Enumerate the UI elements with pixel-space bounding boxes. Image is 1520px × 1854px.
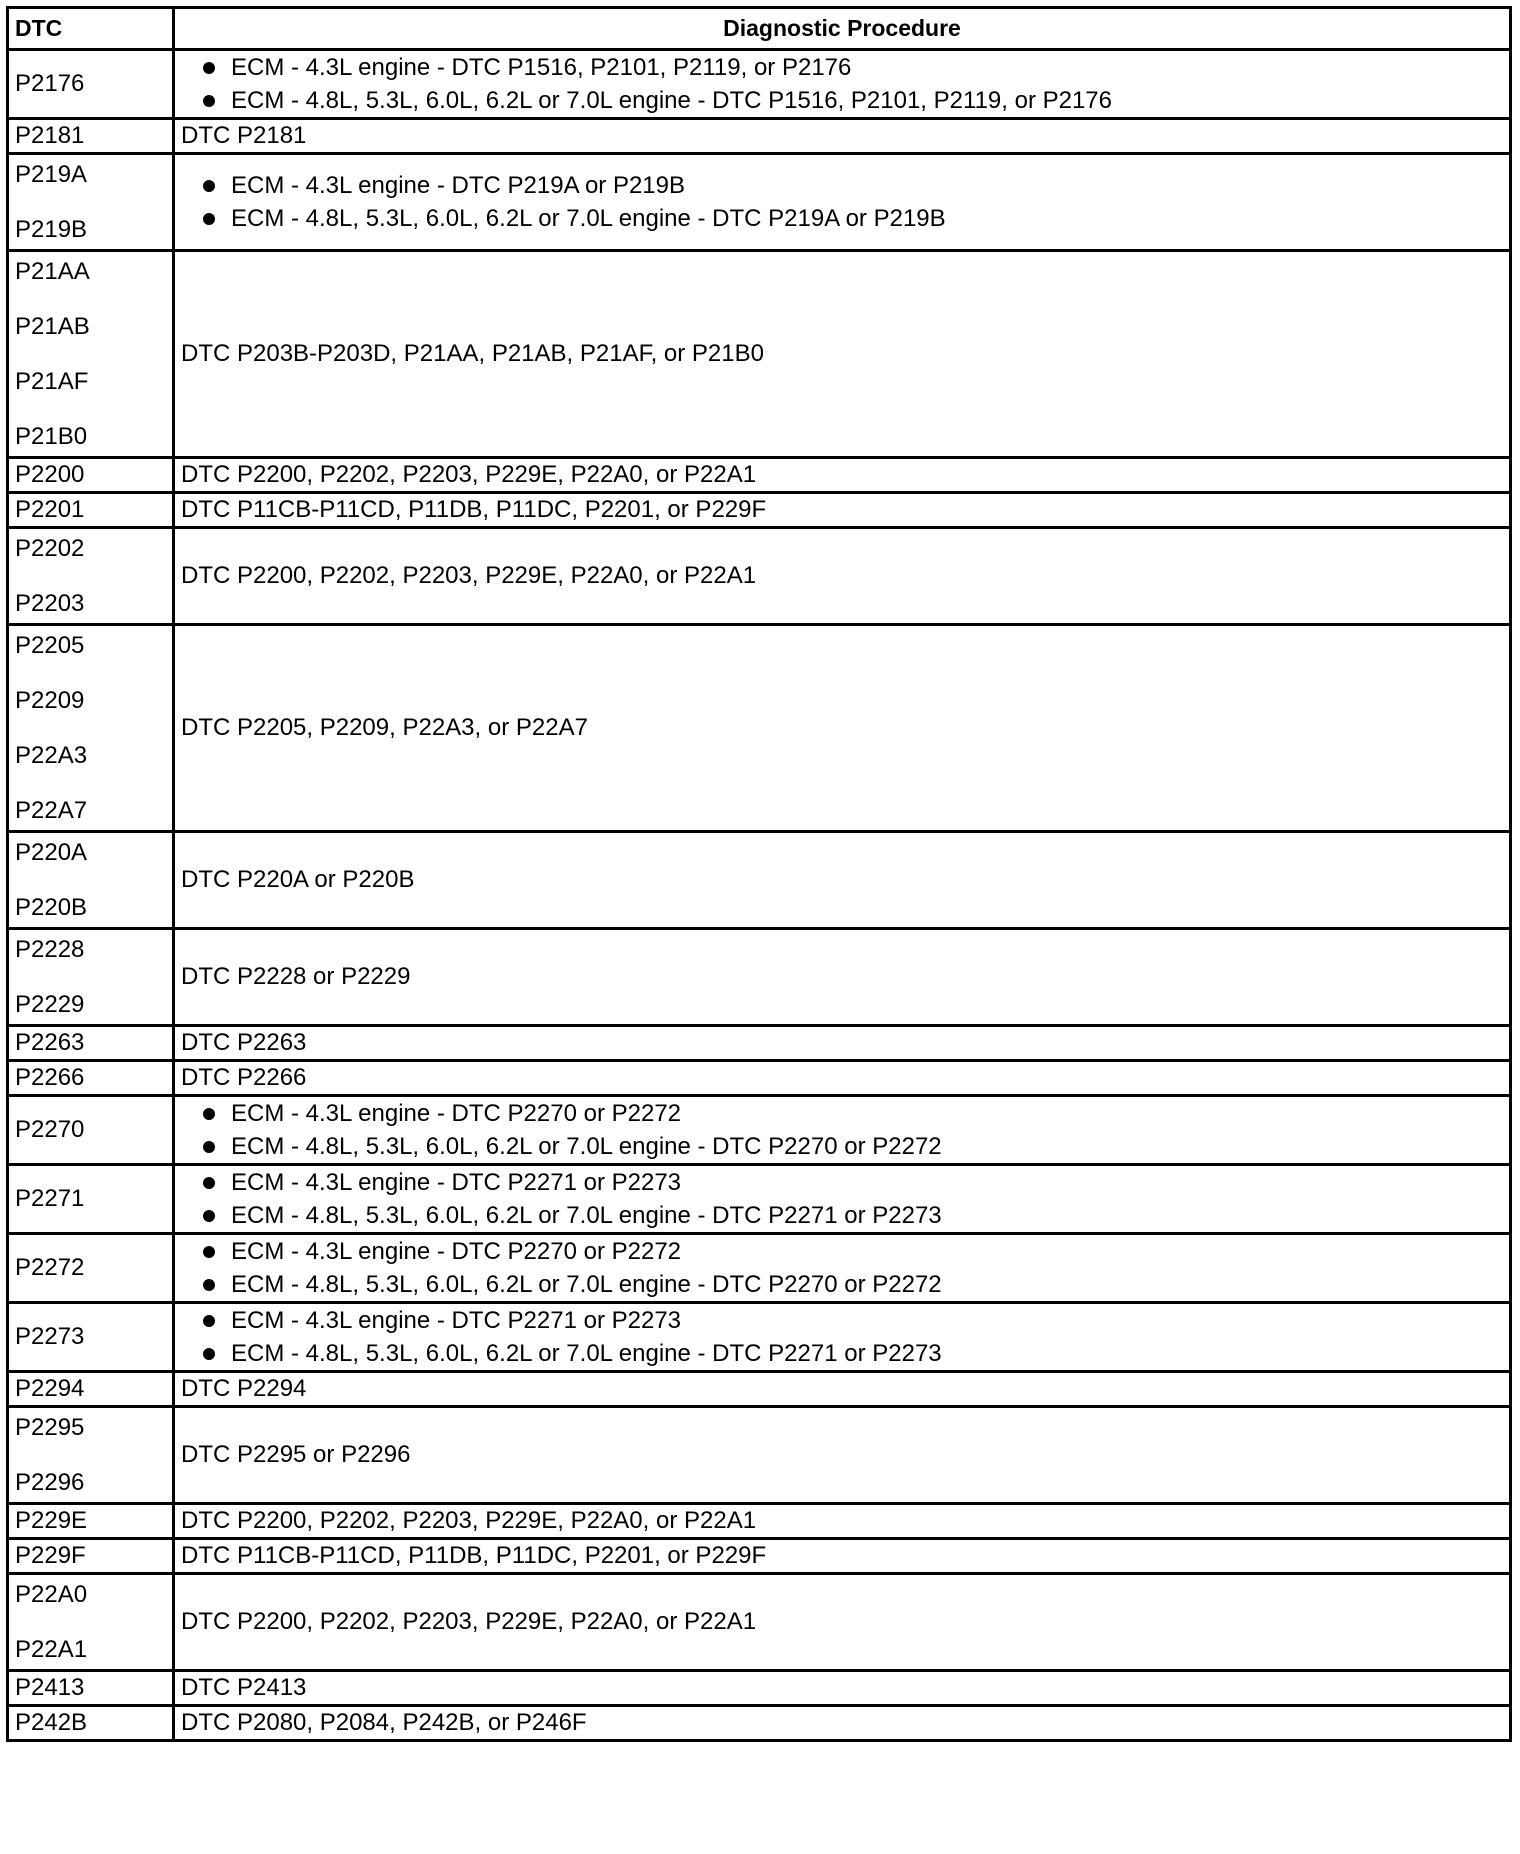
- procedure-text: DTC P2080, P2084, P242B, or P246F: [181, 1708, 587, 1736]
- procedure-text: DTC P2200, P2202, P2203, P229E, P22A0, or P22A1: [181, 1607, 757, 1635]
- procedure-text: DTC P2294: [181, 1374, 307, 1402]
- procedure-text: DTC P220A or P220B: [181, 865, 415, 893]
- procedure-cell: [174, 1574, 1511, 1671]
- dtc-cell: [8, 1026, 174, 1061]
- procedure-bullet-item: ECM - 4.3L engine - DTC P1516, P2101, P2119, or P2176: [199, 51, 1503, 84]
- procedure-bullet-item: ECM - 4.3L engine - DTC P2271 or P2273: [199, 1166, 1503, 1199]
- dtc-code: P229F: [15, 1542, 86, 1569]
- dtc-cell: [8, 1096, 174, 1165]
- dtc-code: P2202: [15, 534, 85, 562]
- dtc-code: P2203: [15, 589, 85, 617]
- procedure-cell: [174, 832, 1511, 929]
- table-row: [8, 1539, 1511, 1574]
- procedure-text: DTC P2263: [181, 1028, 307, 1056]
- dtc-code: P219A: [15, 160, 88, 188]
- procedure-cell: [174, 50, 1511, 119]
- procedure-text: DTC P203B-P203D, P21AA, P21AB, P21AF, or P21B0: [181, 339, 764, 367]
- procedure-bullet-item: ECM - 4.8L, 5.3L, 6.0L, 6.2L or 7.0L engine - DTC P2271 or P2273: [199, 1199, 1503, 1232]
- procedure-text: DTC P2200, P2202, P2203, P229E, P22A0, or P22A1: [181, 1506, 757, 1534]
- table-row: [8, 1574, 1511, 1671]
- dtc-code: P2201: [15, 496, 85, 523]
- dtc-cell: [8, 50, 174, 119]
- table-row: [8, 1096, 1511, 1165]
- dtc-code: P2295: [15, 1413, 85, 1441]
- table-body: [8, 50, 1511, 1741]
- procedure-bullet-item: ECM - 4.8L, 5.3L, 6.0L, 6.2L or 7.0L engine - DTC P2270 or P2272: [199, 1268, 1503, 1301]
- dtc-code: P22A7: [15, 796, 88, 824]
- procedure-bullet-item: ECM - 4.3L engine - DTC P2270 or P2272: [199, 1097, 1503, 1130]
- dtc-code: P2273: [15, 1323, 85, 1350]
- procedure-cell: [174, 1504, 1511, 1539]
- dtc-cell: [8, 625, 174, 832]
- procedure-cell: [174, 625, 1511, 832]
- table-header-row: [8, 8, 1511, 50]
- table-row: [8, 1303, 1511, 1372]
- procedure-text: DTC P2200, P2202, P2203, P229E, P22A0, or P22A1: [181, 460, 757, 488]
- dtc-code: P22A1: [15, 1635, 88, 1663]
- dtc-code: P21AB: [15, 312, 90, 340]
- dtc-code: P2228: [15, 935, 85, 963]
- procedure-cell: [174, 493, 1511, 528]
- dtc-column-header: DTC: [8, 8, 174, 50]
- table-row: [8, 1504, 1511, 1539]
- procedure-column-header: Diagnostic Procedure: [174, 8, 1511, 50]
- dtc-cell: [8, 1504, 174, 1539]
- dtc-code: P2270: [15, 1116, 85, 1143]
- procedure-bullet-list: [181, 1304, 1503, 1370]
- table-row: [8, 1372, 1511, 1407]
- table-row: [8, 1165, 1511, 1234]
- dtc-code: P220A: [15, 838, 88, 866]
- dtc-code: P2271: [15, 1185, 85, 1212]
- procedure-cell: [174, 458, 1511, 493]
- table-row: [8, 929, 1511, 1026]
- dtc-cell: [8, 251, 174, 458]
- dtc-cell: [8, 119, 174, 154]
- procedure-bullet-list: [181, 169, 1503, 235]
- dtc-cell: [8, 1574, 174, 1671]
- dtc-code: P2229: [15, 990, 85, 1018]
- procedure-cell: [174, 1234, 1511, 1303]
- procedure-bullet-item: ECM - 4.8L, 5.3L, 6.0L, 6.2L or 7.0L engine - DTC P219A or P219B: [199, 202, 1503, 235]
- dtc-cell: [8, 493, 174, 528]
- table-row: [8, 625, 1511, 832]
- dtc-code: P22A3: [15, 741, 88, 769]
- dtc-code: P21AA: [15, 257, 90, 285]
- table-row: [8, 154, 1511, 251]
- dtc-cell: [8, 1706, 174, 1741]
- dtc-cell: [8, 1539, 174, 1574]
- procedure-cell: [174, 1165, 1511, 1234]
- procedure-text: DTC P2200, P2202, P2203, P229E, P22A0, or P22A1: [181, 561, 757, 589]
- dtc-code: P2181: [15, 122, 85, 149]
- dtc-code: P22A0: [15, 1580, 88, 1608]
- table-row: [8, 251, 1511, 458]
- procedure-bullet-list: [181, 51, 1503, 117]
- dtc-code: P2413: [15, 1674, 85, 1701]
- dtc-code: P2294: [15, 1375, 85, 1402]
- procedure-cell: [174, 154, 1511, 251]
- dtc-code: P2205: [15, 631, 85, 659]
- procedure-bullet-list: [181, 1166, 1503, 1232]
- dtc-cell: [8, 929, 174, 1026]
- dtc-cell: [8, 528, 174, 625]
- table-row: [8, 458, 1511, 493]
- dtc-code: P219B: [15, 215, 88, 243]
- dtc-cell: [8, 1407, 174, 1504]
- dtc-cell: [8, 832, 174, 929]
- procedure-text: DTC P2295 or P2296: [181, 1440, 411, 1468]
- procedure-cell: [174, 1096, 1511, 1165]
- procedure-bullet-list: [181, 1097, 1503, 1163]
- table-row: [8, 1407, 1511, 1504]
- procedure-text: DTC P11CB-P11CD, P11DB, P11DC, P2201, or P229F: [181, 495, 767, 523]
- procedure-cell: [174, 1372, 1511, 1407]
- dtc-code: P220B: [15, 893, 88, 921]
- dtc-table-container: [6, 6, 1512, 1742]
- procedure-bullet-item: ECM - 4.8L, 5.3L, 6.0L, 6.2L or 7.0L engine - DTC P2270 or P2272: [199, 1130, 1503, 1163]
- table-row: [8, 493, 1511, 528]
- procedure-text: DTC P2181: [181, 121, 307, 149]
- procedure-cell: [174, 1026, 1511, 1061]
- dtc-cell: [8, 1061, 174, 1096]
- procedure-cell: [174, 1539, 1511, 1574]
- dtc-code: P242B: [15, 1709, 88, 1736]
- dtc-cell: [8, 154, 174, 251]
- dtc-code: P21AF: [15, 367, 89, 395]
- procedure-cell: [174, 929, 1511, 1026]
- dtc-cell: [8, 1234, 174, 1303]
- table-row: [8, 119, 1511, 154]
- dtc-code: P2272: [15, 1254, 85, 1281]
- table-row: [8, 1706, 1511, 1741]
- dtc-code: P21B0: [15, 422, 88, 450]
- procedure-bullet-item: ECM - 4.8L, 5.3L, 6.0L, 6.2L or 7.0L engine - DTC P2271 or P2273: [199, 1337, 1503, 1370]
- procedure-bullet-list: [181, 1235, 1503, 1301]
- procedure-text: DTC P11CB-P11CD, P11DB, P11DC, P2201, or P229F: [181, 1541, 767, 1569]
- procedure-text: DTC P2228 or P2229: [181, 962, 411, 990]
- dtc-cell: [8, 1303, 174, 1372]
- dtc-cell: [8, 1671, 174, 1706]
- procedure-bullet-item: ECM - 4.8L, 5.3L, 6.0L, 6.2L or 7.0L engine - DTC P1516, P2101, P2119, or P2176: [199, 84, 1503, 117]
- procedure-bullet-item: ECM - 4.3L engine - DTC P2271 or P2273: [199, 1304, 1503, 1337]
- table-row: [8, 1671, 1511, 1706]
- table-row: [8, 50, 1511, 119]
- procedure-cell: [174, 1407, 1511, 1504]
- procedure-cell: [174, 119, 1511, 154]
- procedure-cell: [174, 1303, 1511, 1372]
- table-row: [8, 1026, 1511, 1061]
- dtc-code: P229E: [15, 1507, 88, 1534]
- dtc-table: [6, 6, 1512, 1742]
- procedure-bullet-item: ECM - 4.3L engine - DTC P219A or P219B: [199, 169, 1503, 202]
- dtc-cell: [8, 1372, 174, 1407]
- procedure-cell: [174, 1706, 1511, 1741]
- dtc-cell: [8, 458, 174, 493]
- dtc-code: P2263: [15, 1029, 85, 1056]
- procedure-bullet-item: ECM - 4.3L engine - DTC P2270 or P2272: [199, 1235, 1503, 1268]
- dtc-cell: [8, 1165, 174, 1234]
- table-row: [8, 1234, 1511, 1303]
- table-row: [8, 1061, 1511, 1096]
- dtc-code: P2200: [15, 461, 85, 488]
- table-row: [8, 528, 1511, 625]
- procedure-cell: [174, 251, 1511, 458]
- table-row: [8, 832, 1511, 929]
- dtc-code: P2266: [15, 1064, 85, 1091]
- procedure-text: DTC P2413: [181, 1673, 307, 1701]
- dtc-code: P2176: [15, 70, 85, 97]
- procedure-cell: [174, 1671, 1511, 1706]
- procedure-text: DTC P2266: [181, 1063, 307, 1091]
- procedure-cell: [174, 528, 1511, 625]
- procedure-text: DTC P2205, P2209, P22A3, or P22A7: [181, 713, 588, 741]
- procedure-cell: [174, 1061, 1511, 1096]
- dtc-code: P2296: [15, 1468, 85, 1496]
- dtc-code: P2209: [15, 686, 85, 714]
